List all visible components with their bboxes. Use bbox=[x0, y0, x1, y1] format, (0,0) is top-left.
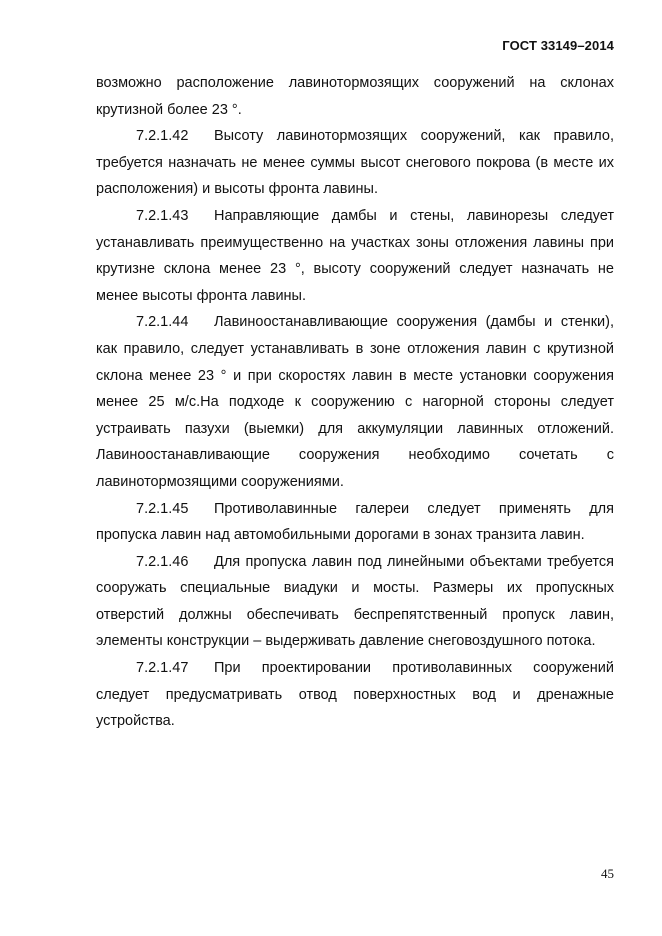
paragraph-text: Высоту лавинотормозящих сооружений, как правило, требуется назначать не менее суммы высот снегового покрова (в месте их расположения) и высоты фронта лавины. bbox=[96, 128, 614, 198]
clause-number: 7.2.1.45 bbox=[136, 500, 189, 517]
paragraph-continuation bbox=[96, 70, 614, 123]
paragraph-7-2-1-44 bbox=[96, 309, 614, 495]
paragraph-text: Противолавинные галереи следует применять для пропуска лавин над автомобильными дорогами в зонах транзита лавин. bbox=[96, 500, 614, 544]
clause-number: 7.2.1.44 bbox=[136, 314, 189, 331]
paragraph-7-2-1-46 bbox=[96, 549, 614, 655]
clause-number: 7.2.1.47 bbox=[136, 660, 189, 677]
document-code-header: ГОСТ 33149–2014 bbox=[502, 38, 614, 53]
paragraph-7-2-1-43 bbox=[96, 203, 614, 309]
page-number: 45 bbox=[601, 866, 614, 881]
paragraph-7-2-1-45 bbox=[96, 496, 614, 549]
paragraph-text: Направляющие дамбы и стены, лавинорезы следует устанавливать преимущественно на участках зоны отложения лавины при крутизне склона менее 23 °, высоту сооружений следует назначать не менее высоты фронта лавины. bbox=[96, 207, 614, 304]
paragraph-7-2-1-42 bbox=[96, 123, 614, 203]
paragraph-7-2-1-47 bbox=[96, 655, 614, 735]
document-body bbox=[96, 70, 614, 735]
paragraph-text: Для пропуска лавин под линейными объектами требуется сооружать специальные виадуки и мосты. Размеры их пропускных отверстий должны обеспечивать беспрепятственный пропуск лавин, элементы конструкции – выдерживать давление снеговоздушного потока. bbox=[96, 553, 614, 650]
paragraph-text: Лавиноостанавливающие сооружения (дамбы и стенки), как правило, следует устанавливать в зоне отложения лавин с крутизной склона менее 23 ° и при скоростях лавин в месте установки сооружения менее 25 м/с.На подходе к сооружению с нагорной стороны следует устраивать пазухи (выемки) для аккумуляции лавинных отложений. Лавиноостанавливающие сооружения необходимо сочетать с лавинотормозящими сооружениями. bbox=[96, 314, 614, 490]
paragraph-text: При проектировании противолавинных сооружений следует предусматривать отвод поверхностных вод и дренажные устройства. bbox=[96, 660, 614, 730]
clause-number: 7.2.1.42 bbox=[136, 128, 189, 145]
clause-number: 7.2.1.43 bbox=[136, 207, 189, 224]
paragraph-text: возможно расположение лавинотормозящих сооружений на склонах крутизной более 23 °. bbox=[96, 75, 614, 118]
clause-number: 7.2.1.46 bbox=[136, 553, 189, 570]
